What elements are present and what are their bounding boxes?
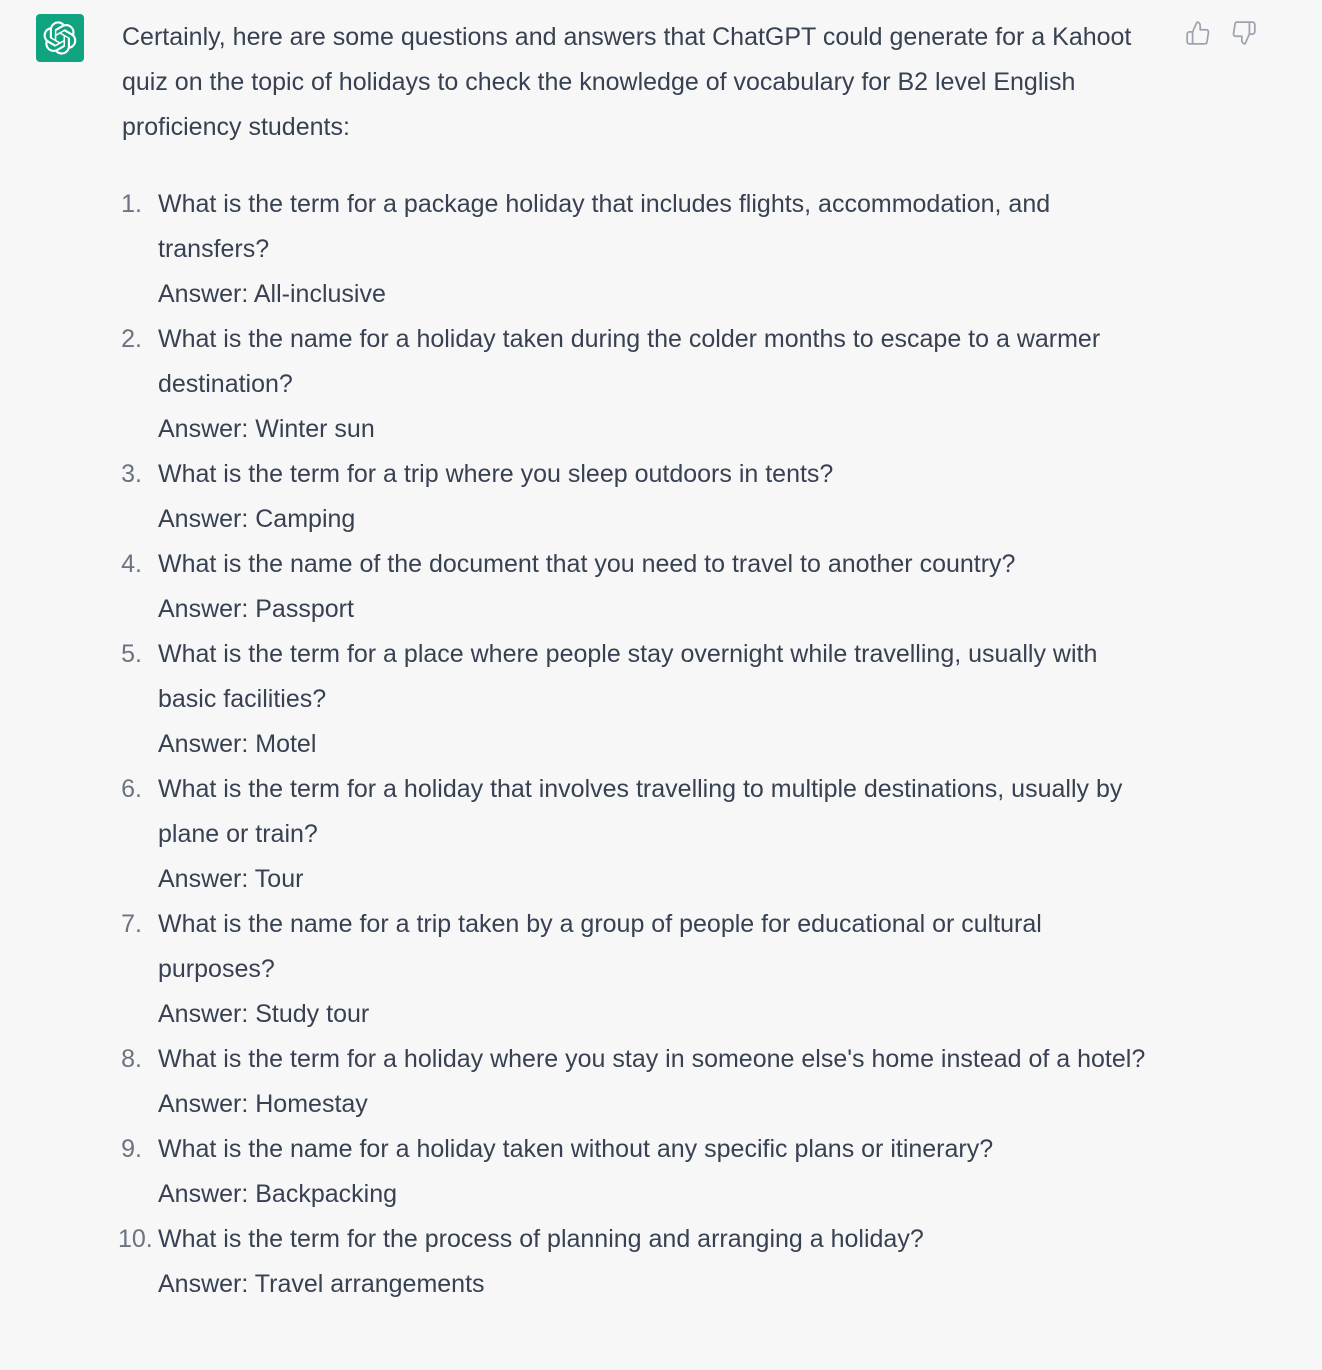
qa-question: What is the term for a trip where you sleep outdoors in tents? bbox=[158, 460, 834, 488]
qa-answer: Answer: Camping bbox=[158, 505, 356, 533]
qa-question: What is the term for a package holiday that includes flights, accommodation, and transfers? bbox=[158, 190, 1051, 263]
qa-item bbox=[122, 632, 1152, 767]
assistant-avatar bbox=[36, 14, 84, 62]
thumbs-down-button[interactable] bbox=[1230, 18, 1258, 48]
qa-question: What is the name for a holiday taken without any specific plans or itinerary? bbox=[158, 1135, 994, 1163]
qa-answer: Answer: All-inclusive bbox=[158, 280, 386, 308]
qa-item-number: 4. bbox=[121, 550, 142, 578]
qa-answer: Answer: Travel arrangements bbox=[158, 1270, 485, 1298]
thumbs-up-icon bbox=[1185, 20, 1211, 46]
qa-list bbox=[118, 182, 1152, 1307]
assistant-message bbox=[118, 15, 1152, 1307]
qa-question: What is the name of the document that you need to travel to another country? bbox=[158, 550, 1016, 578]
qa-question: What is the term for a holiday that involves travelling to multiple destinations, usually by plane or train? bbox=[158, 775, 1123, 848]
qa-answer: Answer: Homestay bbox=[158, 1090, 368, 1118]
qa-answer: Answer: Study tour bbox=[158, 1000, 370, 1028]
qa-item-number: 9. bbox=[121, 1135, 142, 1163]
qa-item-number: 10. bbox=[118, 1225, 153, 1253]
qa-item-number: 2. bbox=[121, 325, 142, 353]
qa-item-number: 7. bbox=[121, 910, 142, 938]
qa-answer: Answer: Tour bbox=[158, 865, 304, 893]
qa-item-number: 5. bbox=[121, 640, 142, 668]
qa-item-number: 1. bbox=[121, 190, 142, 218]
openai-logo-icon bbox=[43, 21, 77, 55]
qa-question: What is the name for a holiday taken during the colder months to escape to a warmer destination? bbox=[158, 325, 1101, 398]
qa-answer: Answer: Winter sun bbox=[158, 415, 375, 443]
feedback-buttons bbox=[1184, 18, 1258, 48]
qa-item-number: 6. bbox=[121, 775, 142, 803]
thumbs-down-icon bbox=[1231, 20, 1257, 46]
qa-answer: Answer: Backpacking bbox=[158, 1180, 398, 1208]
qa-item bbox=[122, 542, 1152, 632]
message-intro: Certainly, here are some questions and answers that ChatGPT could generate for a Kahoot quiz on the topic of holidays to check the knowledge of vocabulary for B2 level English proficiency students: bbox=[122, 23, 1132, 141]
qa-item bbox=[122, 317, 1152, 452]
qa-item bbox=[118, 1217, 1152, 1307]
qa-answer: Answer: Passport bbox=[158, 595, 354, 623]
qa-item bbox=[122, 902, 1152, 1037]
thumbs-up-button[interactable] bbox=[1184, 18, 1212, 48]
qa-question: What is the term for a place where people stay overnight while travelling, usually with basic facilities? bbox=[158, 640, 1098, 713]
qa-question: What is the name for a trip taken by a group of people for educational or cultural purposes? bbox=[158, 910, 1042, 983]
qa-item-number: 3. bbox=[121, 460, 142, 488]
qa-item bbox=[122, 1037, 1152, 1127]
qa-question: What is the term for the process of planning and arranging a holiday? bbox=[158, 1225, 924, 1253]
qa-question: What is the term for a holiday where you stay in someone else's home instead of a hotel? bbox=[158, 1045, 1146, 1073]
qa-item-number: 8. bbox=[121, 1045, 142, 1073]
qa-item bbox=[122, 767, 1152, 902]
qa-item bbox=[122, 1127, 1152, 1217]
qa-answer: Answer: Motel bbox=[158, 730, 317, 758]
qa-item bbox=[122, 182, 1152, 317]
qa-item bbox=[122, 452, 1152, 542]
